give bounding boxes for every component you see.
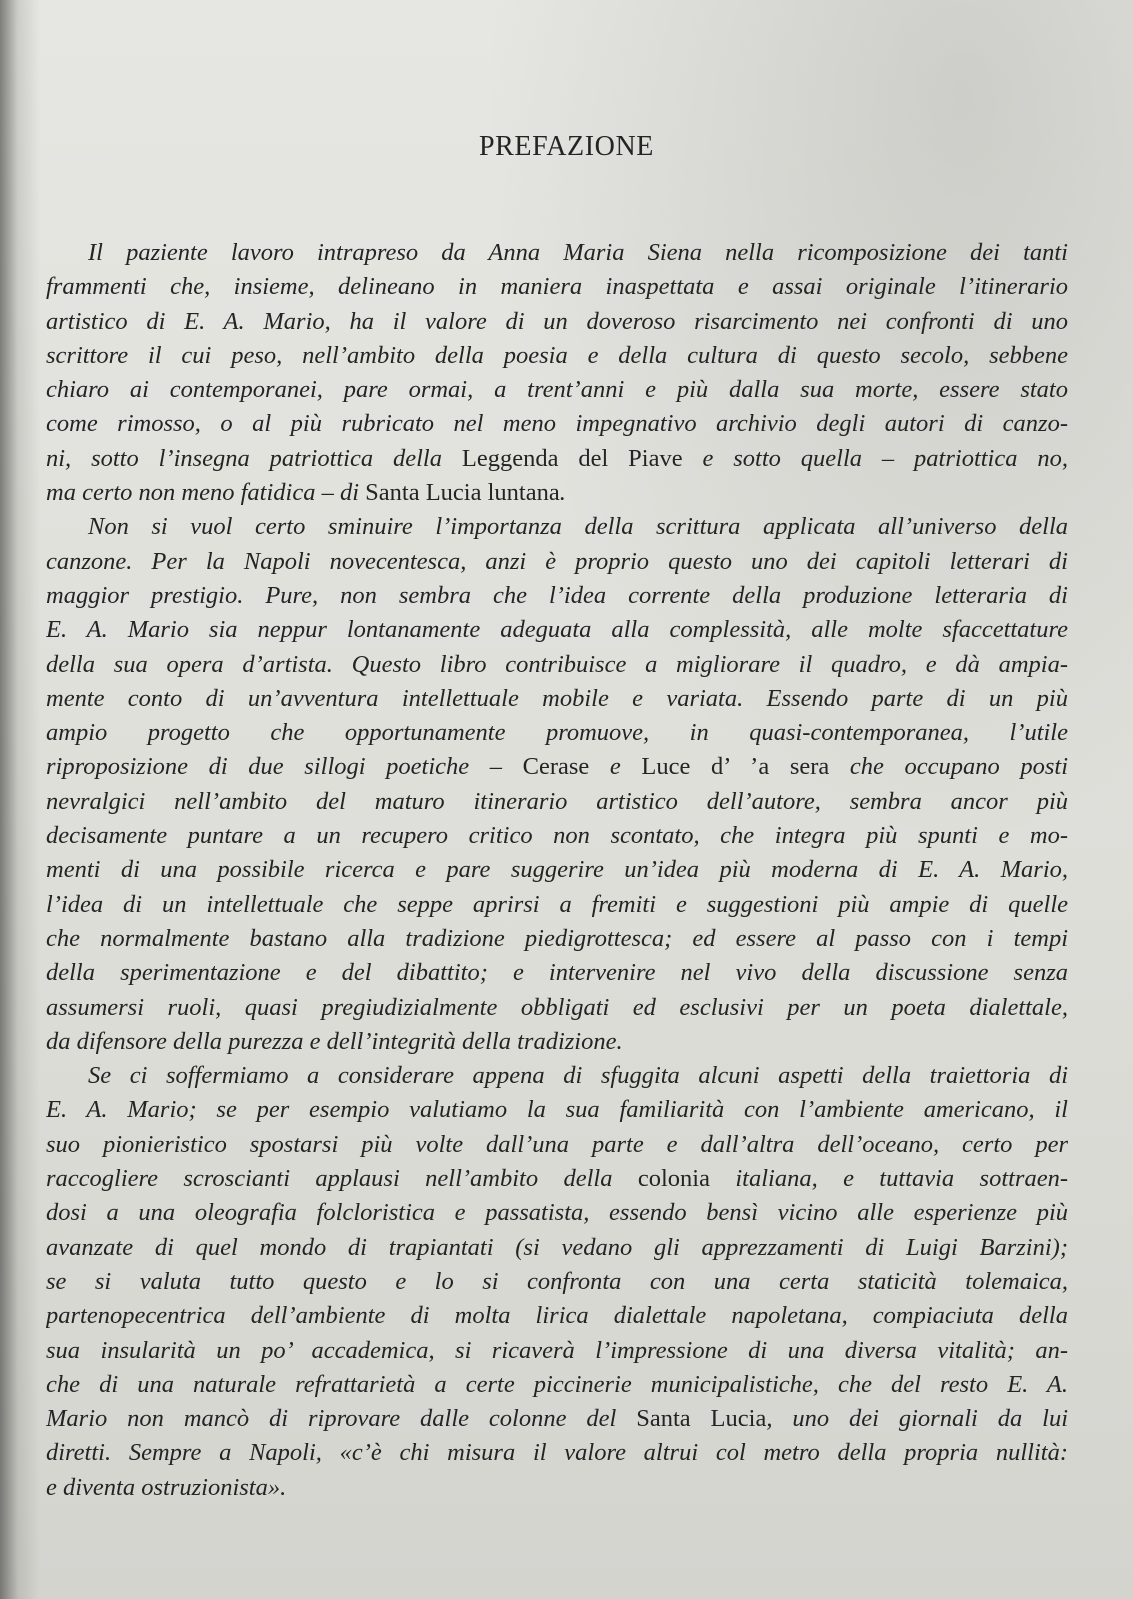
text-line — [46, 236, 1068, 270]
text-line — [46, 991, 1068, 1025]
text-segment: , uno dei giornali da lui — [766, 1405, 1068, 1433]
text-line — [46, 1025, 1068, 1059]
text-line — [46, 853, 1068, 887]
title-reference: Santa Lucia luntana — [365, 479, 560, 507]
text-line — [46, 270, 1068, 304]
title-reference: Santa Lucia — [636, 1405, 767, 1433]
text-segment: l’idea di un intellettuale che seppe aprirsi a fremiti e suggestioni più ampie di quelle — [46, 890, 1068, 918]
text-segment: raccogliere scroscianti applausi nell’ambito della — [46, 1165, 638, 1193]
text-segment: da difensore della purezza e dell’integrità della tradizione. — [46, 1027, 623, 1055]
title-reference: colonia — [637, 1165, 710, 1193]
text-line — [46, 1128, 1068, 1162]
text-line — [46, 545, 1068, 579]
text-segment: avanzate di quel mondo di trapiantati (si vedano gli apprezzamenti di Luigi Barzini); — [46, 1233, 1068, 1261]
text-segment: della sperimentazione e del dibattito; e intervenire nel vivo della discussione senza — [46, 959, 1068, 987]
text-segment: diretti. Sempre a Napoli, «c’è chi misura il valore altrui col metro della propria nullità: — [46, 1439, 1068, 1467]
text-segment: italiana, e tuttavia sottraen- — [709, 1165, 1068, 1193]
text-line — [46, 1231, 1068, 1265]
text-segment: E. A. Mario; se per esempio valutiamo la sua familiarità con l’ambiente americano, il — [46, 1096, 1068, 1124]
page-title: PREFAZIONE — [478, 131, 655, 162]
text-line — [46, 1299, 1068, 1333]
text-line — [46, 442, 1068, 476]
text-segment: artistico di E. A. Mario, ha il valore di un doveroso risarcimento nei confronti di uno — [46, 307, 1068, 335]
text-line — [46, 1196, 1068, 1230]
text-line — [46, 888, 1068, 922]
text-line — [46, 1093, 1068, 1127]
text-segment: che normalmente bastano alla tradizione piedigrottesca; ed essere al passo con i tempi — [46, 924, 1068, 952]
text-segment: suo pionieristico spostarsi più volte dall’una parte e dall’altra dell’oceano, certo per — [46, 1130, 1068, 1158]
text-segment: e — [589, 753, 642, 781]
text-segment: assumersi ruoli, quasi pregiudizialmente obbligati ed esclusivi per un poeta dialettale, — [46, 993, 1068, 1021]
text-segment: E. A. Mario sia neppur lontanamente adeguata alla complessità, alle molte sfaccettature — [46, 616, 1068, 644]
text-segment: Se ci soffermiamo a considerare appena di sfuggita alcuni aspetti della traiettoria di — [88, 1062, 1068, 1090]
title-reference: Luce d’ ’a sera — [641, 753, 830, 781]
title-reference: Cerase — [522, 753, 590, 781]
text-segment: partenopecentrica dell’ambiente di molta lirica dialettale napoletana, compiaciuta della — [46, 1302, 1068, 1330]
text-segment: se si valuta tutto questo e lo si confronta con una certa staticità tolemaica, — [46, 1267, 1068, 1295]
preface-body — [46, 236, 1068, 1505]
text-line — [46, 1402, 1068, 1436]
text-segment: e diventa ostruzionista». — [46, 1473, 287, 1501]
text-line — [46, 373, 1068, 407]
title-reference: Leggenda del Piave — [461, 444, 683, 472]
text-segment: maggior prestigio. Pure, non sembra che l’idea corrente della produzione letteraria di — [46, 581, 1068, 609]
text-segment: decisamente puntare a un recupero critico non scontato, che integra più spunti e mo- — [46, 822, 1068, 850]
text-segment: dosi a una oleografia folcloristica e passatista, essendo bensì vicino alle esperienze più — [46, 1199, 1068, 1227]
text-line — [46, 648, 1068, 682]
text-segment: frammenti che, insieme, delineano in maniera inaspettata e assai originale l’itinerario — [46, 273, 1068, 301]
text-line — [46, 1162, 1068, 1196]
text-segment: canzone. Per la Napoli novecentesca, anzi è proprio questo uno dei capitoli letterari di — [46, 547, 1068, 575]
text-line — [46, 1334, 1068, 1368]
text-segment: chiaro ai contemporanei, pare ormai, a trent’anni e più dalla sua morte, essere stato — [46, 376, 1068, 404]
text-segment: e sotto quella – patriottica no, — [682, 444, 1068, 472]
text-line — [46, 1471, 1068, 1505]
text-line — [46, 956, 1068, 990]
text-line — [46, 613, 1068, 647]
text-segment: sua insularità un po’ accademica, si ricaverà l’impressione di una diversa vitalità; an- — [46, 1336, 1068, 1364]
text-segment: Il paziente lavoro intrapreso da Anna Maria Siena nella ricomposizione dei tanti — [88, 239, 1068, 266]
text-line — [46, 1265, 1068, 1299]
text-segment: ma certo non meno fatidica – di — [46, 479, 366, 507]
page-gutter-shadow — [0, 0, 40, 1599]
text-line — [46, 750, 1068, 784]
text-line — [46, 1368, 1068, 1402]
text-segment: come rimosso, o al più rubricato nel meno impegnativo archivio degli autori di canzo- — [46, 410, 1068, 438]
text-segment: che di una naturale refrattarietà a certe piccinerie municipalistiche, che del resto E. A. — [46, 1370, 1068, 1398]
text-line — [46, 922, 1068, 956]
text-segment: della sua opera d’artista. Questo libro contribuisce a migliorare il quadro, e dà ampia- — [46, 650, 1068, 678]
text-segment: ampio progetto che opportunamente promuove, in quasi-contemporanea, l’utile — [46, 719, 1068, 747]
text-segment: menti di una possibile ricerca e pare suggerire un’idea più moderna di E. A. Mario, — [46, 856, 1068, 884]
text-segment: mente conto di un’avventura intellettuale mobile e variata. Essendo parte di un più — [46, 684, 1068, 712]
text-line — [46, 785, 1068, 819]
text-segment: Mario non mancò di riprovare dalle colonne del — [46, 1405, 637, 1433]
text-line — [46, 407, 1068, 441]
text-line — [46, 305, 1068, 339]
text-line — [46, 1436, 1068, 1470]
text-line — [46, 579, 1068, 613]
text-segment: che occupano posti — [829, 753, 1068, 781]
text-segment: Non si vuol certo sminuire l’importanza della scrittura applicata all’universo della — [88, 513, 1068, 541]
text-segment: ni, sotto l’insegna patriottica della — [46, 444, 462, 472]
text-line — [46, 682, 1068, 716]
text-segment: scrittore il cui peso, nell’ambito della poesia e della cultura di questo secolo, sebbene — [46, 341, 1068, 369]
text-line — [46, 476, 1068, 510]
text-line — [46, 716, 1068, 750]
text-segment: . — [559, 479, 566, 507]
text-segment: riproposizione di due sillogi poetiche – — [46, 753, 523, 781]
text-line — [46, 819, 1068, 853]
text-line — [46, 510, 1068, 544]
text-line — [46, 1059, 1068, 1093]
text-segment: nevralgici nell’ambito del maturo itinerario artistico dell’autore, sembra ancor più — [46, 787, 1068, 815]
text-line — [46, 339, 1068, 373]
